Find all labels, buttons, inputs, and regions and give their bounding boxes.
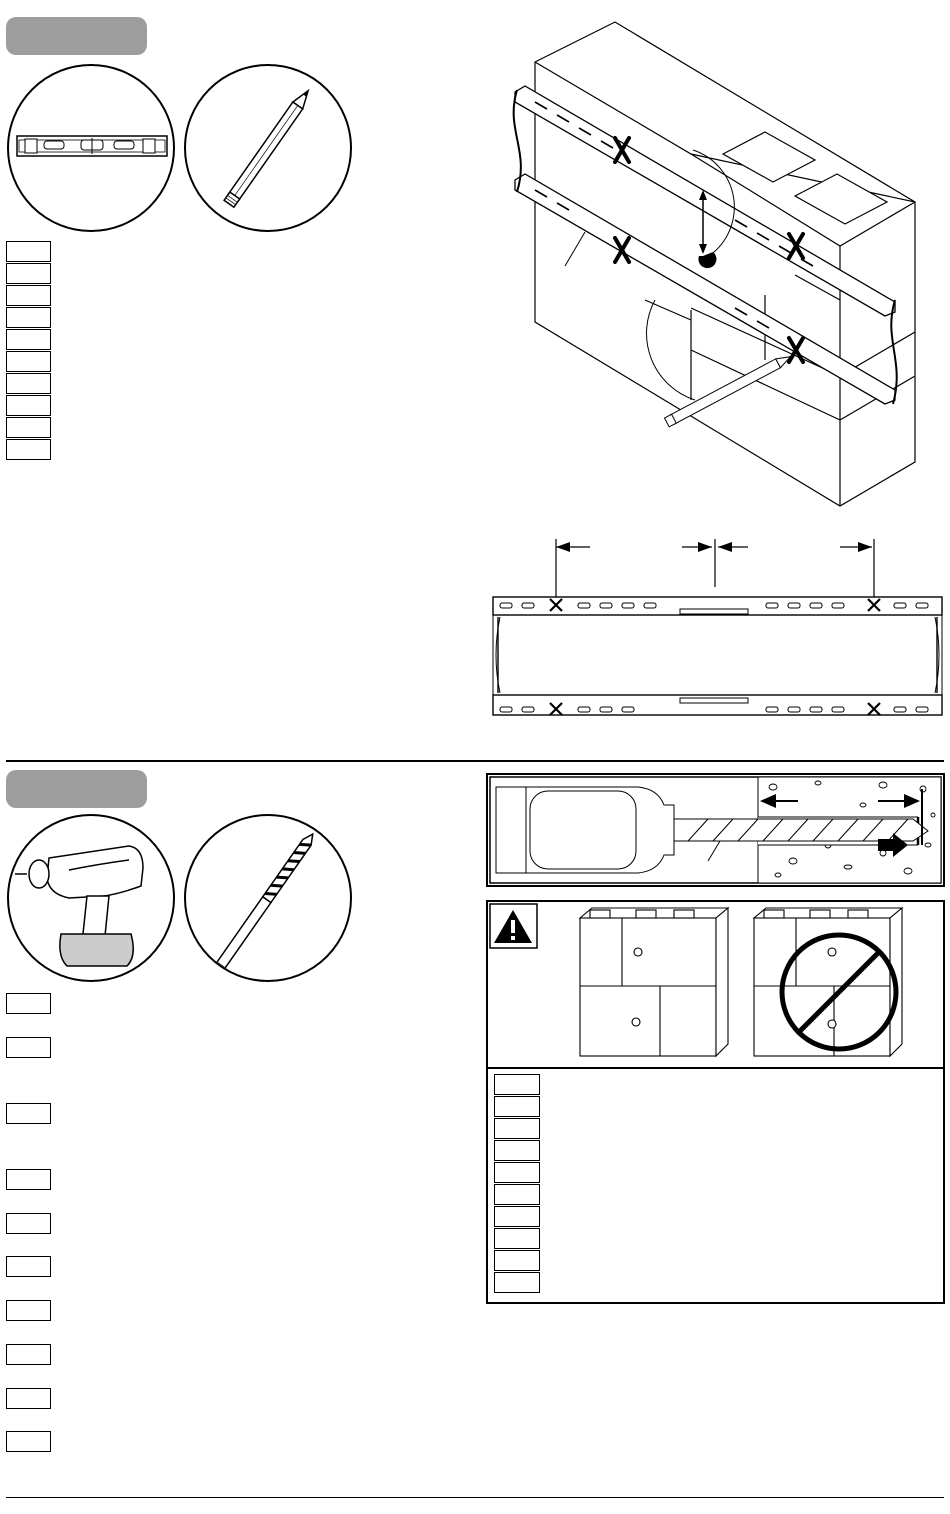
language-box <box>6 993 51 1014</box>
level-icon <box>9 66 173 230</box>
page-footer-rule <box>6 1497 944 1498</box>
language-box <box>6 307 51 328</box>
masonry-drill-bit-icon <box>186 816 350 980</box>
language-box <box>6 1388 51 1409</box>
language-box <box>6 373 51 394</box>
language-box <box>6 1431 51 1452</box>
cordless-drill-icon <box>9 816 173 980</box>
language-box <box>6 241 51 262</box>
language-box <box>6 263 51 284</box>
language-box <box>494 1250 540 1271</box>
language-box <box>494 1272 540 1293</box>
language-box <box>6 395 51 416</box>
language-box <box>494 1096 540 1117</box>
language-box <box>6 439 51 460</box>
language-box <box>6 1169 51 1190</box>
language-box <box>494 1228 540 1249</box>
hollow-block-warning-illustration <box>488 902 943 1070</box>
language-box <box>6 1300 51 1321</box>
language-box <box>6 417 51 438</box>
language-box <box>494 1074 540 1095</box>
pencil-icon <box>186 66 350 230</box>
section-divider <box>6 760 944 762</box>
language-box <box>494 1206 540 1227</box>
drill-bit-tool-circle <box>184 814 352 982</box>
language-box <box>6 1037 51 1058</box>
step-a-tab <box>6 17 147 55</box>
language-box <box>6 329 51 350</box>
drill-tool-circle <box>7 814 175 982</box>
hollow-block-warning-panel <box>486 900 945 1304</box>
drill-into-concrete-illustration <box>488 775 943 885</box>
pencil-tool-circle <box>184 64 352 232</box>
step-b-tab <box>6 770 147 808</box>
language-box <box>494 1184 540 1205</box>
hole-spacing-diagram <box>490 535 945 720</box>
language-box <box>494 1118 540 1139</box>
language-box <box>6 1103 51 1124</box>
language-box <box>494 1162 540 1183</box>
language-box <box>6 351 51 372</box>
language-box <box>494 1140 540 1161</box>
drilling-depth-panel <box>486 773 945 887</box>
wall-plate-marking-illustration <box>495 20 925 510</box>
language-box <box>6 1213 51 1234</box>
language-box <box>6 1344 51 1365</box>
level-tool-circle <box>7 64 175 232</box>
language-box <box>6 1256 51 1277</box>
language-box <box>6 285 51 306</box>
